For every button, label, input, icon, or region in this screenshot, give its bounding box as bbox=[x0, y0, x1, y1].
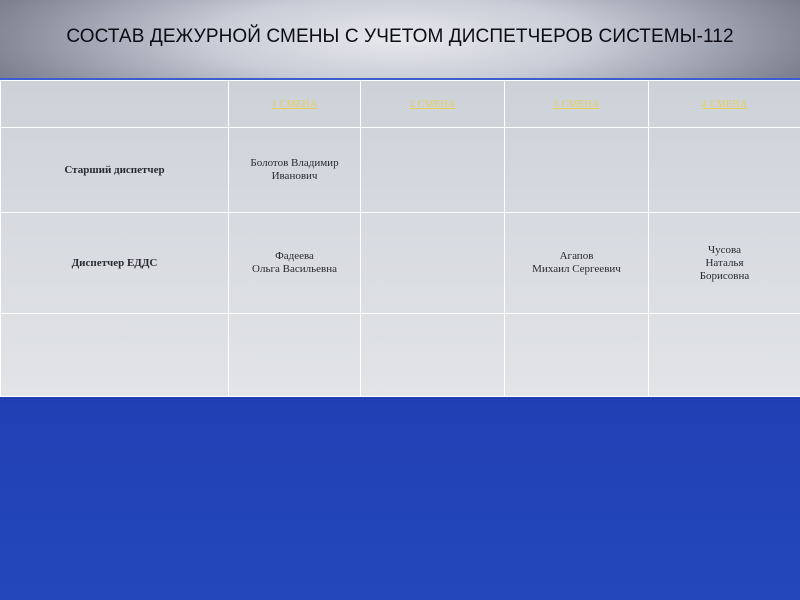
row-role-senior-dispatcher: Старший диспетчер bbox=[1, 128, 229, 213]
cell-shift-3 bbox=[505, 128, 649, 213]
person-name: Болотов Владимир Иванович bbox=[250, 157, 339, 182]
shift-roster-table bbox=[0, 80, 800, 401]
cell-shift-4 bbox=[649, 314, 800, 401]
table-row bbox=[1, 213, 800, 314]
page-title: СОСТАВ ДЕЖУРНОЙ СМЕНЫ С УЧЕТОМ ДИСПЕТЧЕРОВ СИСТЕМЫ-112 bbox=[66, 26, 734, 47]
table-row bbox=[1, 314, 800, 401]
person-name: Фадеева Ольга Васильевна bbox=[252, 250, 337, 275]
row-role-empty bbox=[1, 314, 229, 401]
person-name: Чусова Наталья Борисовна bbox=[699, 243, 750, 282]
table-row bbox=[1, 128, 800, 213]
table-header-row bbox=[1, 81, 800, 128]
cell-shift-2 bbox=[361, 128, 505, 213]
shift-table-container bbox=[0, 78, 800, 398]
cell-shift-3 bbox=[505, 213, 649, 314]
cell-shift-3 bbox=[505, 314, 649, 401]
header-shift-3: 3 СМЕНА bbox=[505, 81, 649, 128]
header-shift-4: 4 СМЕНА bbox=[649, 81, 800, 128]
cell-shift-1 bbox=[229, 314, 361, 401]
header-shift-2: 2 СМЕНА bbox=[361, 81, 505, 128]
cell-shift-1 bbox=[229, 213, 361, 314]
header-corner bbox=[1, 81, 229, 128]
cell-shift-4 bbox=[649, 128, 800, 213]
title-banner bbox=[0, 0, 800, 78]
cell-shift-2 bbox=[361, 314, 505, 401]
cell-shift-1 bbox=[229, 128, 361, 213]
row-role-edds-dispatcher: Диспетчер ЕДДС bbox=[1, 213, 229, 314]
cell-shift-2 bbox=[361, 213, 505, 314]
cell-shift-4 bbox=[649, 213, 800, 314]
header-shift-1: 1 СМЕНА bbox=[229, 81, 361, 128]
slide-background-panel bbox=[0, 396, 800, 600]
person-name: Агапов Михаил Сергеевич bbox=[532, 250, 621, 275]
